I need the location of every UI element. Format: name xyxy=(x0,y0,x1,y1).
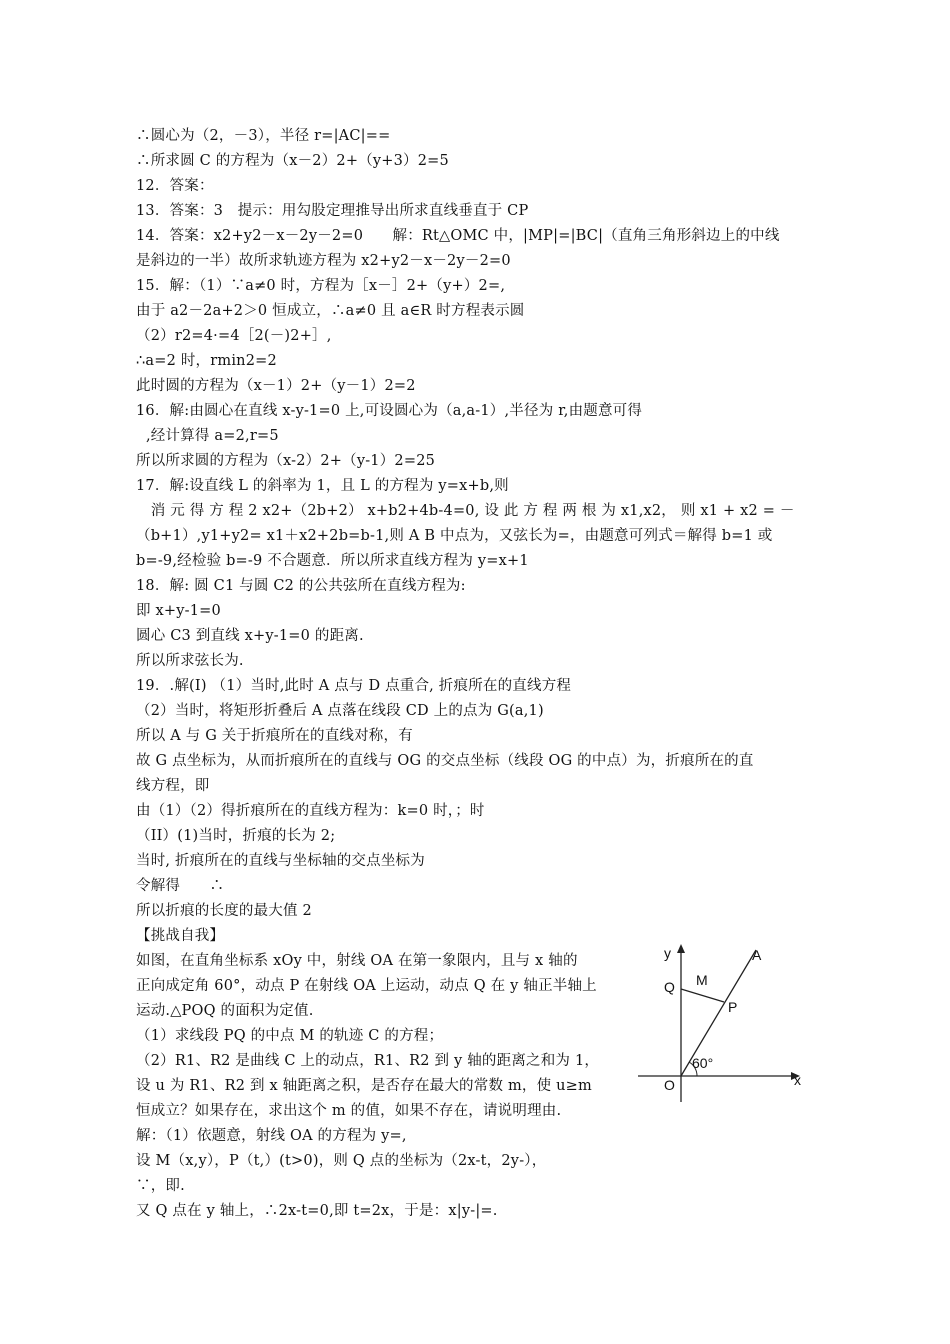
text-line: 此时圆的方程为（x－1）2+（y－1）2=2 xyxy=(136,378,416,394)
text-line: 15．解：（1）∵a≠0 时，方程为［x－］2+（y+）2=, xyxy=(136,278,506,294)
label-q: Q xyxy=(664,979,675,995)
text-line: ∵，即. xyxy=(136,1178,185,1194)
text-line: ,经计算得 a=2,r=5 xyxy=(146,428,279,444)
text-line: 正向成定角 60°，动点 P 在射线 OA 上运动，动点 Q 在 y 轴正半轴上 xyxy=(136,978,597,994)
text-line: 由（1）（2）得折痕所在的直线方程为：k=0 时，；时 xyxy=(136,803,485,819)
text-line: （2）当时，将矩形折叠后 A 点落在线段 CD 上的点为 G(a,1) xyxy=(136,703,544,719)
text-line: 所以 A 与 G 关于折痕所在的直线对称，有 xyxy=(136,728,413,744)
text-line: 16．解:由圆心在直线 x-y-1=0 上,可设圆心为（a,a-1）,半径为 r,由题意可得 xyxy=(136,403,643,419)
text-line: ∴a=2 时，rmin2=2 xyxy=(136,353,277,369)
text-line: 运动.△POQ 的面积为定值. xyxy=(136,1003,314,1019)
text-line: 设 M（x,y），P（t,）(t>0)，则 Q 点的坐标为（2x-t，2y-）， xyxy=(136,1153,547,1169)
text-line: 13．答案：3 提示：用勾股定理推导出所求直线垂直于 CP xyxy=(136,203,529,219)
y-axis-arrow-icon xyxy=(677,944,685,953)
label-m: M xyxy=(696,972,708,988)
text-line: 所以所求圆的方程为（x-2）2+（y-1）2=25 xyxy=(136,453,436,469)
label-y: y xyxy=(664,945,671,961)
text-line: 线方程，即 xyxy=(136,778,210,794)
text-line: 当时, 折痕所在的直线与坐标轴的交点坐标为 xyxy=(136,853,425,869)
text-line: 由于 a2－2a+2＞0 恒成立，∴a≠0 且 a∈R 时方程表示圆 xyxy=(136,303,525,319)
section-heading: 【挑战自我】 xyxy=(136,928,225,944)
text-line: 又 Q 点在 y 轴上，∴2x-t=0,即 t=2x，于是：x|y-|=. xyxy=(136,1203,498,1219)
label-o: O xyxy=(664,1077,675,1093)
label-p: P xyxy=(728,999,738,1015)
text-line: （II）(1)当时，折痕的长为 2; xyxy=(136,828,336,844)
text-line: 解：（1）依题意，射线 OA 的方程为 y=, xyxy=(136,1128,407,1144)
text-line: 所以所求弦长为. xyxy=(136,653,244,669)
text-line: b=-9,经检验 b=-9 不合题意．所以所求直线方程为 y=x+1 xyxy=(136,553,529,569)
text-line: （b+1）,y1+y2= x1＋x2+2b=b-1,则 A B 中点为，又弦长为=，由题意可列式＝解得 b=1 或 xyxy=(136,528,773,544)
text-line: 设 u 为 R1、R2 到 x 轴距离之积，是否存在最大的常数 m，使 u≥m xyxy=(136,1078,592,1094)
text-line: 所以折痕的长度的最大值 2 xyxy=(136,903,312,919)
text-line: 令解得 ∴ xyxy=(136,878,225,894)
label-x: x xyxy=(794,1072,801,1088)
text-line: 如图，在直角坐标系 xOy 中，射线 OA 在第一象限内，且与 x 轴的 xyxy=(136,953,578,969)
text-line: 12．答案： xyxy=(136,178,214,194)
text-line: （1）求线段 PQ 的中点 M 的轨迹 C 的方程； xyxy=(136,1028,444,1044)
text-line: 恒成立？如果存在，求出这个 m 的值，如果不存在，请说明理由. xyxy=(136,1103,562,1119)
text-line: ∴圆心为（2，－3），半径 r=|AC|== xyxy=(136,128,391,144)
text-line: 17．解:设直线 L 的斜率为 1，且 L 的方程为 y=x+b,则 xyxy=(136,478,509,494)
text-line: 19．.解(I) （1）当时,此时 A 点与 D 点重合, 折痕所在的直线方程 xyxy=(136,678,572,694)
text-line: （2）r2=4·=4［2(－)2+］, xyxy=(136,328,332,344)
text-line: （2）R1、R2 是曲线 C 上的动点，R1、R2 到 y 轴的距离之和为 1， xyxy=(136,1053,600,1069)
text-line: 18．解: 圆 C1 与圆 C2 的公共弦所在直线方程为: xyxy=(136,578,466,594)
text-line: 是斜边的一半）故所求轨迹方程为 x2+y2－x－2y－2=0 xyxy=(136,253,511,269)
segment-qp xyxy=(681,989,724,1002)
text-line: 14．答案：x2+y2－x－2y－2=0 解：Rt△OMC 中，|MP|=|BC|（直角三角形斜边上的中线 xyxy=(136,228,780,244)
text-line: 圆心 C3 到直线 x+y-1=0 的距离. xyxy=(136,628,364,644)
label-a: A xyxy=(752,947,762,963)
text-line: 消 元 得 方 程 2 x2+（2b+2） x+b2+4b-4=0, 设 此 方 程 两 根 为 x1,x2， 则 x1 + x2 = － xyxy=(136,503,795,519)
text-line: ∴所求圆 C 的方程为（x－2）2+（y+3）2=5 xyxy=(136,153,449,169)
coordinate-figure xyxy=(630,940,810,1115)
text-line: 故 G 点坐标为，从而折痕所在的直线与 OG 的交点坐标（线段 OG 的中点）为，折痕所在的直 xyxy=(136,753,754,769)
text-line: 即 x+y-1=0 xyxy=(136,603,221,619)
label-angle: 60° xyxy=(692,1055,714,1071)
